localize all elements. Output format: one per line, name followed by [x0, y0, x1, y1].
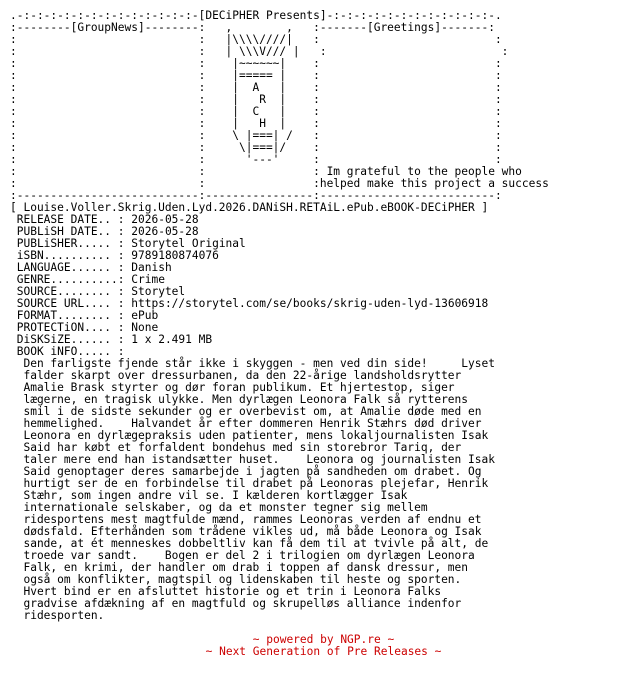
art-line: :---------------------------:----------------:--------------------------:: [10, 189, 502, 202]
art-line: : : '---' : :: [10, 153, 502, 166]
field-label: PUBLiSHER..... :: [10, 237, 125, 250]
field-label: PUBLiSH DATE.. :: [10, 225, 125, 238]
description-line: Leonora en dyrlægepraksis uden patienter, mens lokaljournalisten Isak: [10, 429, 489, 442]
field-value: None: [131, 321, 159, 334]
field-value: 2026-05-28: [131, 213, 199, 226]
art-line: : : | A | : :: [10, 81, 502, 94]
field-label: GENRE..........:: [10, 273, 125, 286]
description-line: Stæhr, som ingen andre vil se. I kælderen kortlægger Isak: [10, 489, 408, 502]
description-line: dødsfald. Efterhånden som trådene vikles ud, må både Leonora og Isak: [10, 525, 482, 538]
description-line: Hvert bind er en afsluttet historie og et trin i Leonora Falks: [10, 585, 442, 598]
art-line: : : \ |===| / : :: [10, 129, 502, 142]
art-line: : : \|===|/ : :: [10, 141, 502, 154]
description-line: gradvise afdækning af en magtfuld og skrupelløs alliance indenfor: [10, 597, 462, 610]
field-label: LANGUAGE...... :: [10, 261, 125, 274]
description-line: ridesporten.: [10, 609, 105, 622]
art-line: : : | \\\V/// | : :: [10, 45, 509, 58]
powered-by-footer: [10, 634, 637, 658]
description-line: også om konflikter, magtspil og lidenskaben til heste og sporten.: [10, 573, 462, 586]
field-value: Crime: [131, 273, 165, 286]
field-label: SOURCE URL.... :: [10, 297, 125, 310]
description-line: Amalie Brask styrter og dør foran publikum. Et hjertestop, siger: [10, 381, 455, 394]
description-line: taler mere end han istandsætter huset. Leonora og journalisten Isak: [10, 453, 495, 466]
art-line: : : | R | : :: [10, 93, 502, 106]
source-url: https://storytel.com/se/books/skrig-uden-lyd-13606918: [131, 297, 489, 310]
description-line: Said genoptager deres samarbejde i jagten på sandheden om drabet. Og: [10, 465, 482, 478]
field-label: SOURCE........ :: [10, 285, 125, 298]
description-line: Den farligste fjende står ikke i skyggen - men ved din side! Lyset: [10, 357, 495, 370]
field-value: 9789180874076: [131, 249, 219, 262]
art-line: .-:-:-:-:-:-:-:-:-:-:-:-:-:-[DECiPHER Presents]-:-:-:-:-:-:-:-:-:-:-:-:-.: [10, 9, 502, 22]
description-line: hurtigt ser de en forbindelse til drabet på Leonoras plejefar, Henrik: [10, 477, 489, 490]
field-value: Storytel: [131, 285, 186, 298]
field-label: DiSKSiZE...... :: [10, 333, 125, 346]
art-line: : : |~~~~~~| : :: [10, 57, 502, 70]
ascii-header-art: [10, 9, 549, 202]
description-line: Said har købt et forfaldent bondehus med sin storebror Tariq, der: [10, 441, 462, 454]
description-line: sande, at ét menneskes dobbeltliv kan få dem til at tvivle på alt, de: [10, 537, 489, 550]
art-line: : : |\\\\////| : :: [10, 33, 502, 46]
footer-line: ~ powered by NGP.re ~: [252, 633, 395, 646]
nfo-text: [10, 10, 549, 622]
field-value: Danish: [131, 261, 172, 274]
field-label: iSBN.......... :: [10, 249, 125, 262]
field-value: Storytel Original: [131, 237, 246, 250]
art-line: : : | H | : :: [10, 117, 502, 130]
field-value: 1 x 2.491 MB: [131, 333, 213, 346]
art-line: : : : Im grateful to the people who: [10, 165, 522, 178]
description-line: internationale selskaber, og da et monster tegner sig mellem: [10, 501, 428, 514]
description-line: lægerne, en tragisk ulykke. Men dyrlægen Leonora Falk så rytterens: [10, 393, 469, 406]
art-line: :--------[GroupNews]--------: , , :-------[Greetings]-------:: [10, 21, 495, 34]
description-line: ridesportens mest magtfulde mænd, rammes Leonoras verden af endnu et: [10, 513, 482, 526]
description-line: troede var sandt. Bogen er del 2 i trilogien om dyrlægen Leonora: [10, 549, 475, 562]
art-line: : : :helped make this project a success: [10, 177, 549, 190]
description-line: Falk, en krimi, der handler om drab i toppen af dansk dressur, men: [10, 561, 469, 574]
art-line: : : |===== | : :: [10, 69, 502, 82]
book-description: [10, 357, 495, 622]
description-line: smil i de sidste sekunder og er overbevist om, at Amalie døde med en: [10, 405, 482, 418]
description-line: hemmelighed. Halvandet år efter dommeren Henrik Stæhrs død driver: [10, 417, 482, 430]
field-label: RELEASE DATE.. :: [10, 213, 125, 226]
field-value: 2026-05-28: [131, 225, 199, 238]
field-value: ePub: [131, 309, 159, 322]
field-label: BOOK iNFO..... :: [10, 345, 125, 358]
release-info-fields: [10, 213, 488, 358]
description-line: falder skarpt over dressurbanen, da den 22-årige landsholdsrytter: [10, 369, 462, 382]
art-line: : : | C | : :: [10, 105, 502, 118]
field-label: PROTECTiON.... :: [10, 321, 125, 334]
field-label: FORMAT........ :: [10, 309, 125, 322]
footer-line: ~ Next Generation of Pre Releases ~: [205, 645, 442, 658]
release-name: [ Louise.Voller.Skrig.Uden.Lyd.2026.DANiSH.RETAiL.ePub.eBOOK-DECiPHER ]: [10, 201, 489, 214]
